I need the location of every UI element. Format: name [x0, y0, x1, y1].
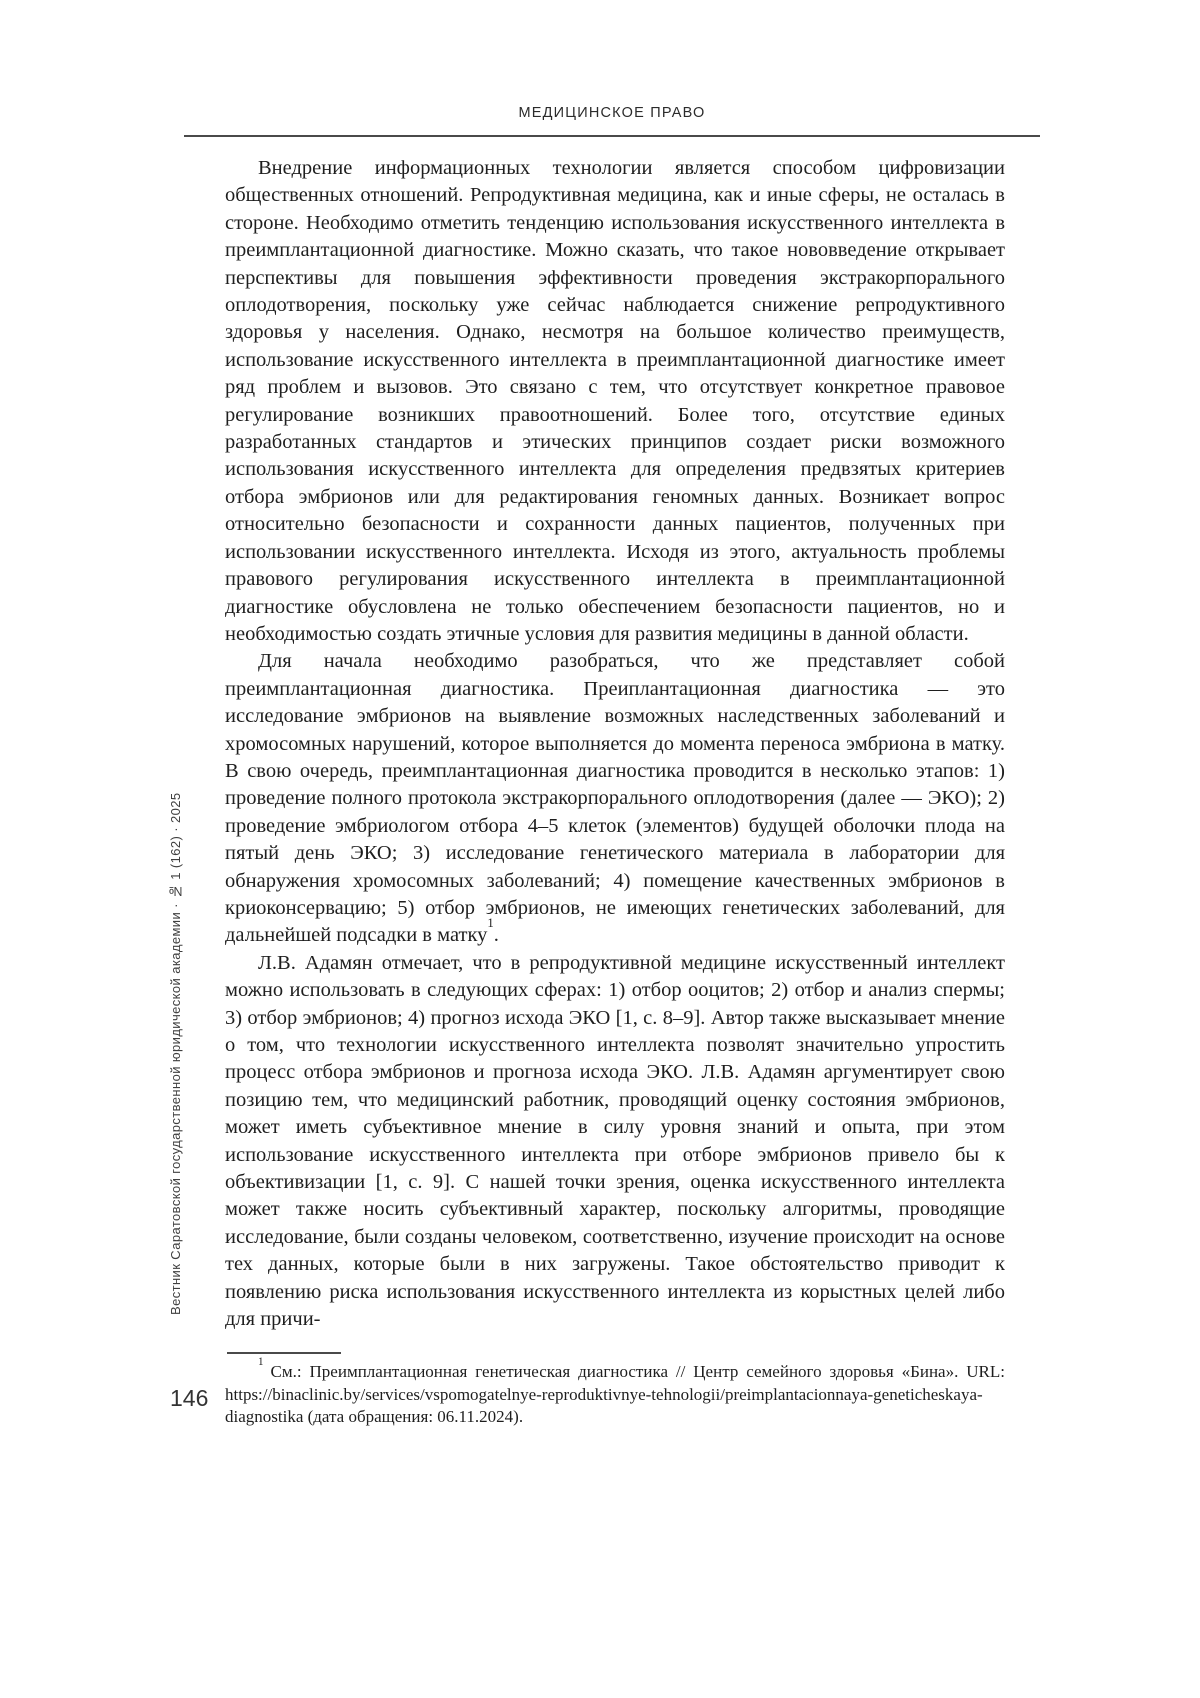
page-number: 146 — [170, 1385, 209, 1411]
article-body — [225, 155, 1005, 1333]
footnote-rule — [227, 1352, 341, 1354]
paragraph: Л.В. Адамян отмечает, что в репродуктивной медицине искусственный интеллект можно использовать в следующих сферах: 1) отбор ооцитов; 2) отбор и анализ спермы; 3) отбор эмбрионов; 4) прогноз исхода ЭКО [1, с. 8–9]. Автор также высказывает мнение о том, что технологии искусственного интеллекта позволят значительно упростить процесс отбора эмбрионов и прогноза исхода ЭКО. Л.В. Адамян аргументирует свою позицию тем, что медицинский работник, проводящий оценку состояния эмбрионов, может иметь субъективное мнение в силу уровня знаний и опыта, при этом использование искусственного интеллекта при отборе эмбрионов привело бы к объективизации [1, с. 9]. С нашей точки зрения, оценка искусственного интеллекта может также носить субъективный характер, поскольку алгоритмы, проводящие исследование, были созданы человеком, соответственно, изучение происходит на основе тех данных, которые были в них загружены. Такое обстоятельство приводит к появлению риска использования искусственного интеллекта из корыстных целей либо для причи- — [225, 951, 1005, 1331]
footnote-text — [225, 1355, 1005, 1429]
footnote-marker: 1 — [258, 1355, 264, 1368]
footnote — [225, 1355, 1005, 1429]
header-rule — [184, 135, 1040, 137]
footnote-reference: 1 — [487, 915, 494, 930]
paragraph: Для начала необходимо разобраться, что же представляет собой преимплантационная диагностика. Преиплантационная диагностика — это исследование эмбрионов на выявление возможных наследственных заболеваний и хромосомных нарушений, которое выполняется до момента переноса эмбриона в матку. В свою очередь, преимплантационная диагностика проводится в несколько этапов: 1) проведение полного протокола экстракорпорального оплодотворения (далее — ЭКО); 2) проведение эмбриологом отбора 4–5 клеток (элементов) будущей оболочки плода на пятый день ЭКО; 3) исследование генетического материала в лаборатории для обнаружения хромосомных заболеваний; 4) помещение качественных эмбрионов в криоконсервацию; 5) отбор эмбрионов, не имеющих генетических заболеваний, для дальнейшей подсадки в матку$^1$. — [225, 650, 1005, 947]
running-head: МЕДИЦИНСКОЕ ПРАВО — [518, 105, 706, 121]
paragraph: Внедрение информационных технологии является способом цифровизации общественных отношений. Репродуктивная медицина, как и иные сферы, не осталась в стороне. Необходимо отметить тенденцию использования искусственного интеллекта в преимплантационной диагностике. Можно сказать, что такое нововведение открывает перспективы для повышения эффективности проведения экстракорпорального оплодотворения, поскольку уже сейчас наблюдается снижение репродуктивного здоровья у населения. Однако, несмотря на большое количество преимуществ, использование искусственного интеллекта в преимплантационной диагностике имеет ряд проблем и вызовов. Это связано с тем, что отсутствует конкретное правовое регулирование возникших правоотношений. Более того, отсутствие единых разработанных стандартов и этических принципов создает риски возможного использования искусственного интеллекта для определения предвзятых критериев отбора эмбрионов или для редактирования геномных данных. Возникает вопрос относительно безопасности и сохранности данных пациентов, полученных при использовании искусственного интеллекта. Исходя из этого, актуальность проблемы правового регулирования искусственного интеллекта в преимплантационной диагностике обусловлена не только обеспечением безопасности пациентов, но и необходимостью создать этичные условия для развития медицины в данной области. — [225, 157, 1005, 645]
journal-sidebar-title: Вестник Саратовской государственной юридической академии · № 1 (162) · 2025 — [168, 792, 183, 1315]
footnote-body: См.: Преимплантационная генетическая диагностика // Центр семейного здоровья «Бина». URL: https://binaclinic.by/services/vspomogatelnye-reproduktivnye-tehnologii/preimplantacionnaya-geneticheskaya-diagnostika (дата обращения: 06.11.2024). — [225, 1362, 1005, 1426]
